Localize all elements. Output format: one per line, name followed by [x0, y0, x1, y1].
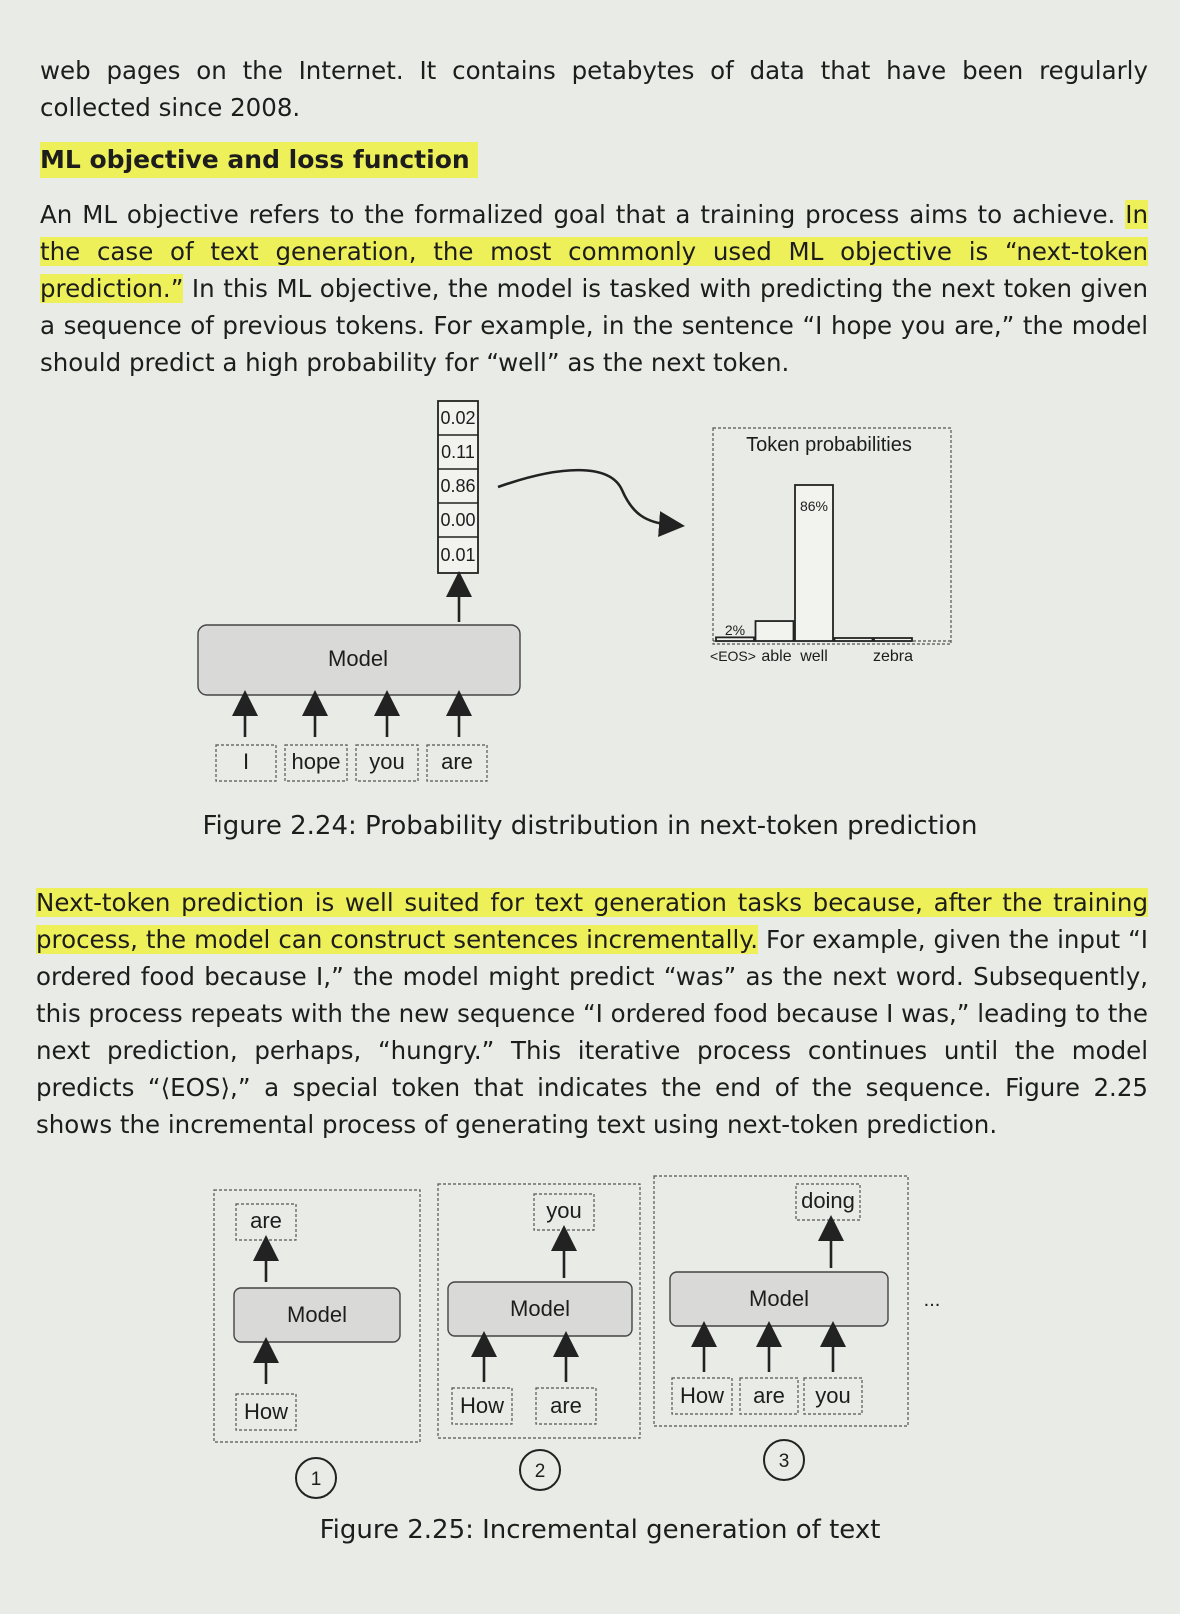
- input-token: How: [459, 1393, 505, 1418]
- model-label: Model: [510, 1296, 570, 1321]
- prob-value: 0.11: [441, 442, 475, 462]
- chart-category-labels: [710, 648, 913, 665]
- prob-value: 0.01: [440, 545, 476, 565]
- prob-value: 0.02: [440, 408, 476, 428]
- prob-value: 0.86: [440, 476, 476, 496]
- chart-bar: [756, 621, 794, 641]
- next-token-text: For example, given the input “I ordered food because I,” the model might predict “was” as the next word. Subsequently, this process repeats with the new sequence “I ordered food because I was,” leading to the next prediction, perhaps, “hungry.” This iterative process continues until the model predicts “⟨EOS⟩,” a special token that indicates the end of the sequence. Figure 2.25 shows the incremental process of generating text using next-token prediction.: [36, 925, 1148, 1139]
- figure-2-24: [0, 395, 1180, 815]
- model-label: Model: [749, 1286, 809, 1311]
- input-token: are: [441, 749, 473, 774]
- step-number: 2: [534, 1461, 546, 1482]
- input-token: are: [550, 1393, 582, 1418]
- chart-bar: [874, 638, 912, 641]
- objective-paragraph: [40, 196, 1148, 381]
- objective-text-end: In this ML objective, the model is tasked with predicting the next token given a sequence of previous tokens. For example, in the sentence “I hope you are,” the model should predict a high probability for “well” as the next token.: [40, 274, 1148, 377]
- generation-step-1: [214, 1190, 420, 1498]
- chart-category-label: able: [761, 648, 792, 665]
- input-token: you: [815, 1383, 851, 1408]
- objective-highlight: In the case of text generation, the most commonly used ML objective is “next-token prediction.”: [40, 200, 1148, 303]
- next-token-highlight: Next-token prediction is well suited for text generation tasks because, after the training process, the model can construct sentences incrementally.: [36, 888, 1148, 954]
- generation-step-3: [654, 1176, 908, 1480]
- output-token: doing: [801, 1188, 855, 1213]
- chart-category-label: well: [800, 648, 828, 665]
- figure-2-24-caption: Figure 2.24: Probability distribution in next-token prediction: [202, 811, 978, 841]
- generation-step-2: [438, 1184, 640, 1490]
- input-token: How: [243, 1399, 289, 1424]
- chart-category-label: <EOS>: [710, 648, 756, 664]
- objective-text-start: An ML objective refers to the formalized goal that a training process aims to achieve.: [40, 200, 1126, 229]
- chart-category-label: zebra: [872, 648, 914, 665]
- model-label: Model: [287, 1302, 347, 1327]
- output-token: you: [546, 1198, 582, 1223]
- output-probability-column: [438, 401, 478, 573]
- intro-paragraph: web pages on the Internet. It contains petabytes of data that have been regularly collected since 2008.: [40, 56, 1148, 122]
- chart-bar-data-label: 2%: [724, 622, 746, 638]
- output-token: are: [250, 1208, 282, 1233]
- next-token-paragraph: [36, 884, 1148, 1143]
- step-number: 1: [310, 1469, 322, 1490]
- continuation-ellipsis: ...: [923, 1289, 941, 1311]
- curved-arrow-icon: [498, 470, 672, 525]
- input-token: I: [242, 749, 250, 774]
- input-token: How: [679, 1383, 725, 1408]
- chart-bar-data-label: 86%: [799, 498, 829, 514]
- section-heading: ML objective and loss function: [40, 142, 478, 178]
- prob-value: 0.00: [440, 510, 476, 530]
- figure-2-25-caption: Figure 2.25: Incremental generation of text: [319, 1515, 881, 1545]
- chart-bar: [835, 638, 873, 641]
- figure-2-25: [0, 1170, 1180, 1510]
- model-label: Model: [328, 646, 388, 671]
- input-token: are: [753, 1383, 785, 1408]
- step-number: 3: [778, 1451, 790, 1472]
- input-token: you: [369, 749, 405, 774]
- chart-title: Token probabilities: [746, 434, 912, 456]
- input-token: hope: [291, 749, 341, 774]
